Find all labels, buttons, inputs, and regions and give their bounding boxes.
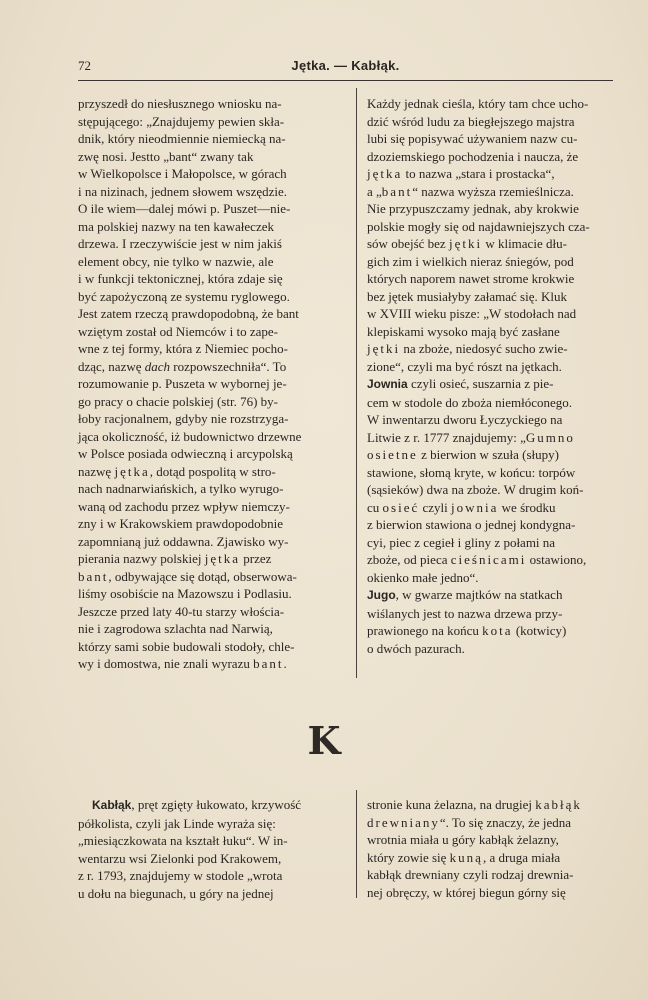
text-line: i na nizinach, jednem słowem wszędzie. bbox=[78, 183, 288, 199]
text-line bbox=[367, 446, 613, 464]
text-line: którzy sami sobie budowali stodoły, chle- bbox=[78, 638, 295, 654]
text-line: polskie mogły się od najdawniejszych cza- bbox=[367, 218, 590, 234]
text-line: w Polsce posiada odwieczną i arcypolską bbox=[78, 446, 293, 461]
text-line: cem w stodole do zboża niemłóconego. bbox=[367, 394, 573, 410]
text-run: stronie kuna żelazna, na drugiej bbox=[367, 797, 536, 812]
text-run: , odbywające się dotąd, obserwowa- bbox=[108, 568, 297, 584]
text-line: wentarzu wsi Zielonki pod Krakowem, bbox=[78, 850, 282, 866]
spaced-term: jętka bbox=[204, 551, 240, 566]
text-line bbox=[367, 165, 613, 183]
text-line: wrotnia miała u góry kabłąk żelazny, bbox=[367, 832, 559, 847]
spaced-term: jętki bbox=[448, 236, 483, 251]
running-title: Jętka. — Kabłąk. bbox=[291, 58, 400, 73]
text-line bbox=[367, 499, 613, 517]
text-run: czyli osieć, suszarnia z pie- bbox=[407, 376, 554, 391]
text-line: jąca okoliczność, iż budownictwo drzewne bbox=[78, 428, 302, 444]
spaced-term: Gumno bbox=[525, 429, 575, 445]
page-header bbox=[78, 58, 613, 78]
page-number: 72 bbox=[78, 58, 91, 73]
text-line: w XVIII wieku pisze: „W stodołach nad bbox=[367, 306, 577, 321]
text-line bbox=[367, 235, 613, 253]
text-line: go pracy o chacie polskiej (str. 76) by- bbox=[78, 393, 278, 409]
text-line: dnik, który nieodmiennie niemiecką na- bbox=[78, 131, 286, 146]
text-run: ostawiono, bbox=[526, 552, 587, 567]
text-run: cu bbox=[367, 499, 383, 515]
text-line: gich zim i wielkich nieraz śniegów, pod bbox=[367, 253, 574, 269]
text-run: “. To się znaczy, że jedna bbox=[439, 814, 572, 830]
text-run: dząc, nazwę bbox=[78, 358, 145, 374]
text-line: kabłąk drewniany czyli rodzaj drewnia- bbox=[367, 867, 574, 882]
text-run: , pręt zgięty łukowato, krzywość bbox=[131, 797, 302, 812]
entry-headword: Kabłąk bbox=[92, 798, 132, 812]
text-line bbox=[367, 429, 613, 447]
text-line: dzoziemskiego pochodzenia i naucza, że bbox=[367, 148, 579, 164]
entry-headword: Jugo bbox=[367, 588, 396, 602]
text-line: z bierwion stawiona o jednej kondygna- bbox=[367, 517, 576, 532]
text-line: waną od zachodu przez wpływ niemczy- bbox=[78, 498, 290, 514]
text-line: element obcy, nie tylko w nazwie, ale bbox=[78, 253, 274, 269]
left-column-top bbox=[78, 95, 345, 673]
text-run: Litwie z r. 1777 znajdujemy: „ bbox=[367, 429, 526, 445]
text-run: który zowie się bbox=[367, 849, 450, 865]
text-run: wy i domostwa, nie znali wyrazu bbox=[78, 656, 254, 671]
text-line bbox=[78, 568, 345, 586]
text-line bbox=[367, 551, 613, 569]
text-line: O ile wiem—dalej mówi p. Puszet—nie- bbox=[78, 201, 291, 216]
text-line: nie i zagrodowa szlachta nad Narwią, bbox=[78, 621, 273, 636]
column-divider-top bbox=[356, 88, 357, 678]
text-line: drzewa. I rzeczywiście jest w nim jakiś bbox=[78, 236, 282, 251]
text-line bbox=[367, 340, 613, 358]
text-line bbox=[78, 655, 345, 673]
text-line: zione“, czyli ma być rószt na jętkach. bbox=[367, 358, 562, 374]
text-line: „miesiączkowata na kształt łuku“. W in- bbox=[78, 833, 288, 848]
text-line: rozumowanie p. Puszeta w wybornej je- bbox=[78, 376, 287, 391]
spaced-term: bant bbox=[381, 183, 413, 199]
header-rule bbox=[78, 80, 613, 81]
text-run: we środku bbox=[498, 499, 556, 515]
text-line bbox=[367, 375, 613, 394]
spaced-term: osieć bbox=[382, 499, 420, 515]
text-line: u dołu na biegunach, u góry na jednej bbox=[78, 885, 274, 901]
text-line: liśmy osobiście na Mazowszu i Podlasiu. bbox=[78, 586, 292, 601]
text-run: przez bbox=[239, 551, 272, 566]
text-line: i w funkcji tektonicznej, która zdaje się bbox=[78, 271, 283, 286]
text-line bbox=[78, 550, 345, 568]
text-line: dzić wśród ludu za biegłejszego majstra bbox=[367, 113, 575, 129]
text-line bbox=[78, 463, 345, 481]
text-line bbox=[367, 849, 613, 867]
italic-term: dach bbox=[144, 358, 171, 374]
text-line bbox=[367, 796, 613, 814]
text-run: na zboże, niedosyć sucho zwie- bbox=[400, 341, 568, 356]
text-line: nach nadnarwiańskich, a tylko wyrugo- bbox=[78, 481, 284, 496]
text-line bbox=[78, 358, 345, 376]
text-run: zboże, od pieca bbox=[367, 552, 451, 567]
text-line: wne z tej formy, która z Niemiec pocho- bbox=[78, 341, 288, 356]
text-line: klepiskami wysoko mają być zasłane bbox=[367, 323, 560, 339]
text-line: bez jętek musiałyby załamać się. Kluk bbox=[367, 288, 567, 304]
spaced-term: jownia bbox=[451, 499, 499, 515]
text-line: w Wielkopolsce i Małopolsce, w górach bbox=[78, 166, 287, 181]
text-run: w klimacie dłu- bbox=[482, 236, 567, 251]
spaced-term: cieśnicami bbox=[450, 552, 527, 567]
text-run: “ nazwa wyższa rzemieślnicza. bbox=[412, 183, 574, 199]
column-divider-bottom bbox=[356, 790, 357, 898]
text-line: Każdy jednak cieśla, który tam chce ucho- bbox=[367, 96, 589, 111]
text-line: nej obręczy, w której biegun górny się bbox=[367, 884, 566, 900]
text-line: ma polskiej nazwy na ten kawałeczek bbox=[78, 218, 274, 234]
spaced-term: osietne bbox=[367, 447, 418, 462]
text-run: prawionego na końcu bbox=[367, 623, 483, 638]
text-line: wiślanych jest to nazwa drzewa przy- bbox=[367, 605, 563, 621]
text-line: okienko małe jedno“. bbox=[367, 569, 479, 585]
spaced-term: jętka bbox=[367, 166, 403, 181]
spaced-term: kabłąk bbox=[535, 797, 582, 812]
text-line bbox=[367, 814, 613, 832]
text-run: sów obejść bez bbox=[367, 236, 449, 251]
text-run: , w gwarze majtków na statkach bbox=[395, 587, 563, 602]
text-line: cyi, piec z cegieł i gliny z połami na bbox=[367, 534, 556, 550]
text-line: których naporem nawet strome krokwie bbox=[367, 271, 575, 286]
left-column-bottom bbox=[78, 796, 345, 902]
text-run: z bierwion w szuła (słupy) bbox=[417, 447, 559, 462]
text-run: pierania nazwy polskiej bbox=[78, 551, 205, 566]
text-line: zapomnianą już oddawna. Zjawisko wy- bbox=[78, 533, 289, 549]
text-run: nazwę bbox=[78, 463, 115, 479]
text-run: czyli bbox=[419, 499, 452, 515]
text-line: łoby racjonalnem, gdyby nie rozstrzyga- bbox=[78, 411, 289, 426]
right-column-top bbox=[367, 95, 613, 657]
text-run: , dotąd pospolitą w stro- bbox=[149, 463, 276, 479]
section-letter: K bbox=[307, 718, 341, 763]
text-run: to nazwa „stara i prostacka“, bbox=[402, 166, 555, 181]
entry-headword: Jownia bbox=[367, 377, 408, 391]
spaced-term: jętki bbox=[367, 341, 401, 356]
text-line: Jest zatem rzeczą prawdopodobną, że bant bbox=[78, 306, 299, 321]
text-line bbox=[367, 183, 613, 201]
text-line: zwę nosi. Jestto „bant“ zwany tak bbox=[78, 148, 254, 164]
text-line: być zapożyczoną ze systemu ryglowego. bbox=[78, 288, 290, 304]
text-line: przyszedł do niesłusznego wniosku na- bbox=[78, 96, 282, 111]
text-line bbox=[367, 622, 613, 640]
text-line: Nie przypuszczamy jednak, aby krokwie bbox=[367, 201, 579, 216]
text-line bbox=[78, 796, 345, 815]
spaced-term: bant bbox=[78, 568, 109, 584]
text-run: , a druga miała bbox=[482, 849, 561, 865]
text-line: stępującego: „Znajdujemy pewien skła- bbox=[78, 113, 285, 129]
spaced-term: kota bbox=[482, 623, 513, 638]
text-run: (kotwicy) bbox=[512, 623, 567, 638]
spaced-term: jętka bbox=[114, 463, 150, 479]
text-line: zny i w Krakowskiem prawdopodobnie bbox=[78, 516, 284, 531]
text-run: rozpowszechniła“. To bbox=[170, 358, 287, 374]
text-line: wziętym został od Niemców i to zape- bbox=[78, 323, 278, 339]
right-column-bottom bbox=[367, 796, 613, 901]
text-line: stawione, słomą kryte, w końcu: torpów bbox=[367, 464, 576, 480]
text-line: z r. 1793, znajdujemy w stodole „wrota bbox=[78, 868, 283, 883]
text-line: lubi się popisywać używaniem nazw cu- bbox=[367, 131, 578, 146]
text-line: (sąsieków) dwa na zboże. W drugim koń- bbox=[367, 482, 584, 497]
spaced-term: drewniany bbox=[367, 814, 440, 830]
spaced-term: kuną bbox=[449, 849, 483, 865]
text-line: W inwentarzu dworu Łyczyckiego na bbox=[367, 412, 563, 427]
text-line: półkolista, czyli jak Linde wyraża się: bbox=[78, 815, 276, 831]
spaced-term: bant. bbox=[253, 656, 289, 671]
text-run: a „ bbox=[367, 183, 382, 199]
text-line: Jeszcze przed laty 40-tu starzy włościa- bbox=[78, 603, 285, 619]
text-line: o dwóch pazurach. bbox=[367, 640, 465, 656]
text-line bbox=[367, 586, 613, 605]
